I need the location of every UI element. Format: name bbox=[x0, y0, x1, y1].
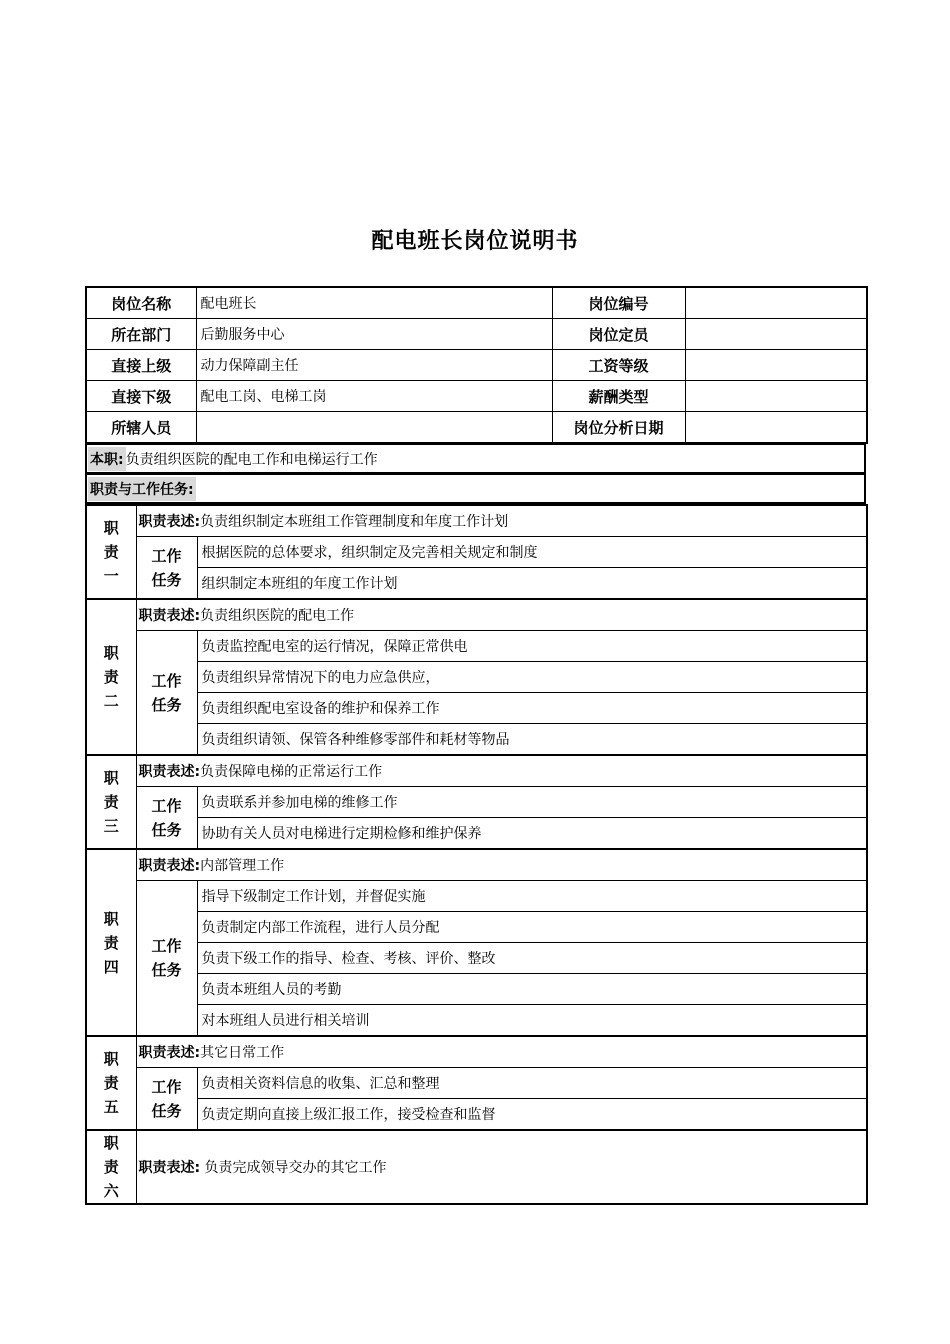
duty-description bbox=[136, 505, 867, 537]
info-label: 所辖人员 bbox=[86, 412, 196, 444]
info-value bbox=[685, 319, 867, 350]
info-label: 岗位定员 bbox=[552, 319, 685, 350]
duty-number-char: 六 bbox=[103, 1182, 119, 1200]
task-row bbox=[86, 537, 867, 568]
info-value bbox=[685, 412, 867, 444]
info-label: 薪酬类型 bbox=[552, 381, 685, 412]
duty-description-text: 负责保障电梯的正常运行工作 bbox=[200, 764, 383, 780]
work-task-label-line: 任务 bbox=[151, 570, 182, 589]
task-row bbox=[86, 724, 867, 756]
info-row bbox=[86, 350, 867, 381]
duty-description-text: 负责组织制定本班组工作管理制度和年度工作计划 bbox=[200, 514, 509, 530]
info-label: 直接上级 bbox=[86, 350, 196, 381]
duty-number-char: 三 bbox=[103, 817, 119, 835]
duty-number-char: 一 bbox=[103, 567, 119, 585]
task-row bbox=[86, 974, 867, 1005]
main-duty-text: 负责组织医院的配电工作和电梯运行工作 bbox=[125, 451, 378, 468]
task-item: 协助有关人员对电梯进行定期检修和维护保养 bbox=[197, 818, 867, 850]
duty-description-text: 内部管理工作 bbox=[200, 858, 285, 874]
work-task-label-line: 任务 bbox=[151, 1101, 182, 1120]
task-item: 负责联系并参加电梯的维修工作 bbox=[197, 787, 867, 818]
task-row bbox=[86, 912, 867, 943]
duty-description-label: 职责表述: bbox=[138, 514, 201, 530]
duty-number-char: 职 bbox=[103, 519, 119, 537]
duty-number-label bbox=[86, 599, 136, 755]
info-value bbox=[685, 381, 867, 412]
task-item: 负责组织请领、保管各种维修零部件和耗材等物品 bbox=[197, 724, 867, 756]
work-task-label-line: 工作 bbox=[151, 937, 182, 955]
duty-number-char: 责 bbox=[103, 543, 119, 561]
work-task-label-line: 任务 bbox=[151, 695, 182, 714]
duty-description bbox=[136, 1036, 867, 1068]
info-label: 岗位分析日期 bbox=[552, 412, 685, 444]
duty-description bbox=[136, 849, 867, 881]
task-row bbox=[86, 568, 867, 600]
duty-description-label: 职责表述: bbox=[138, 764, 201, 780]
duty-number-label bbox=[86, 755, 136, 849]
job-description-sheet bbox=[85, 286, 866, 1205]
duty-number-label bbox=[86, 1036, 136, 1130]
duty-number-char: 责 bbox=[103, 793, 119, 811]
duty-number-label bbox=[86, 1130, 136, 1204]
work-task-label-line: 任务 bbox=[151, 820, 182, 839]
duty-number-char: 职 bbox=[103, 769, 119, 787]
task-row bbox=[86, 818, 867, 850]
duty-description-text: 负责完成领导交办的其它工作 bbox=[200, 1160, 387, 1176]
work-task-label-line: 工作 bbox=[151, 546, 182, 565]
duty-description-row bbox=[86, 505, 867, 537]
task-row bbox=[86, 787, 867, 818]
duty-number-char: 职 bbox=[103, 1050, 119, 1068]
work-task-label bbox=[136, 881, 197, 1037]
basic-info-table bbox=[85, 286, 868, 444]
task-item: 组织制定本班组的年度工作计划 bbox=[197, 568, 867, 600]
task-item: 负责监控配电室的运行情况，保障正常供电 bbox=[197, 631, 867, 662]
work-task-label bbox=[136, 1068, 197, 1131]
duty-description-row bbox=[86, 849, 867, 881]
task-row bbox=[86, 631, 867, 662]
duty-description-row bbox=[86, 1130, 867, 1204]
main-duty-row bbox=[85, 444, 866, 474]
duty-description bbox=[136, 755, 867, 787]
task-item: 根据医院的总体要求，组织制定及完善相关规定和制度 bbox=[197, 537, 867, 568]
duty-number-char: 责 bbox=[103, 1074, 119, 1092]
duty-number-char: 五 bbox=[103, 1098, 119, 1116]
info-row bbox=[86, 319, 867, 350]
work-task-label bbox=[136, 631, 197, 756]
task-item: 负责制定内部工作流程，进行人员分配 bbox=[197, 912, 867, 943]
task-row bbox=[86, 1005, 867, 1037]
duty-description-text: 其它日常工作 bbox=[200, 1045, 285, 1061]
duty-number-char: 责 bbox=[103, 933, 119, 952]
task-row bbox=[86, 881, 867, 912]
task-item: 负责组织配电室设备的维护和保养工作 bbox=[197, 693, 867, 724]
task-item: 负责相关资料信息的收集、汇总和整理 bbox=[197, 1068, 867, 1099]
duty-description-label: 职责表述: bbox=[138, 1160, 201, 1176]
info-label: 岗位编号 bbox=[552, 287, 685, 319]
duty-number-char: 职 bbox=[103, 644, 119, 662]
task-row bbox=[86, 1099, 867, 1131]
document-title: 配电班长岗位说明书 bbox=[371, 229, 579, 254]
info-value bbox=[685, 287, 867, 319]
duties-heading-row bbox=[85, 474, 866, 504]
info-label: 所在部门 bbox=[86, 319, 196, 350]
task-item: 负责定期向直接上级汇报工作，接受检查和监督 bbox=[197, 1099, 867, 1131]
duties-table bbox=[85, 504, 868, 1205]
task-item: 负责下级工作的指导、检查、考核、评价、整改 bbox=[197, 943, 867, 974]
task-row bbox=[86, 693, 867, 724]
work-task-label bbox=[136, 537, 197, 600]
duty-description-row bbox=[86, 599, 867, 631]
work-task-label-line: 工作 bbox=[151, 1077, 182, 1096]
duty-number-char: 责 bbox=[103, 1158, 119, 1176]
duty-number-label bbox=[86, 505, 136, 599]
info-value: 配电工岗、电梯工岗 bbox=[196, 381, 552, 412]
duty-number-char: 职 bbox=[103, 909, 119, 928]
duty-description-text: 负责组织医院的配电工作 bbox=[200, 608, 355, 624]
info-value: 动力保障副主任 bbox=[196, 350, 552, 381]
info-value bbox=[685, 350, 867, 381]
task-item: 对本班组人员进行相关培训 bbox=[197, 1005, 867, 1037]
info-value bbox=[196, 412, 552, 444]
main-duty-label: 本职: bbox=[88, 447, 126, 471]
work-task-label-line: 工作 bbox=[151, 796, 182, 815]
task-item: 负责本班组人员的考勤 bbox=[197, 974, 867, 1005]
work-task-label-line: 任务 bbox=[151, 961, 182, 979]
duty-number-char: 责 bbox=[103, 668, 119, 686]
duties-heading: 职责与工作任务: bbox=[88, 477, 196, 501]
info-label: 岗位名称 bbox=[86, 287, 196, 319]
duty-description-label: 职责表述: bbox=[138, 858, 201, 874]
info-row bbox=[86, 412, 867, 444]
info-value: 配电班长 bbox=[196, 287, 552, 319]
duty-description-row bbox=[86, 1036, 867, 1068]
duty-description bbox=[136, 599, 867, 631]
task-row bbox=[86, 943, 867, 974]
work-task-label-line: 工作 bbox=[151, 671, 182, 690]
duty-description-label: 职责表述: bbox=[138, 1045, 201, 1061]
task-item: 负责组织异常情况下的电力应急供应， bbox=[197, 662, 867, 693]
duty-description-row bbox=[86, 755, 867, 787]
duty-description bbox=[136, 1130, 867, 1204]
work-task-label bbox=[136, 787, 197, 850]
info-value: 后勤服务中心 bbox=[196, 319, 552, 350]
duty-number-char: 四 bbox=[103, 957, 119, 976]
task-item: 指导下级制定工作计划，并督促实施 bbox=[197, 881, 867, 912]
info-row bbox=[86, 381, 867, 412]
duty-number-char: 职 bbox=[103, 1134, 119, 1152]
task-row bbox=[86, 1068, 867, 1099]
info-row bbox=[86, 287, 867, 319]
info-label: 工资等级 bbox=[552, 350, 685, 381]
task-row bbox=[86, 662, 867, 693]
duty-number-label bbox=[86, 849, 136, 1036]
duty-number-char: 二 bbox=[103, 692, 119, 710]
duty-description-label: 职责表述: bbox=[138, 608, 201, 624]
info-label: 直接下级 bbox=[86, 381, 196, 412]
